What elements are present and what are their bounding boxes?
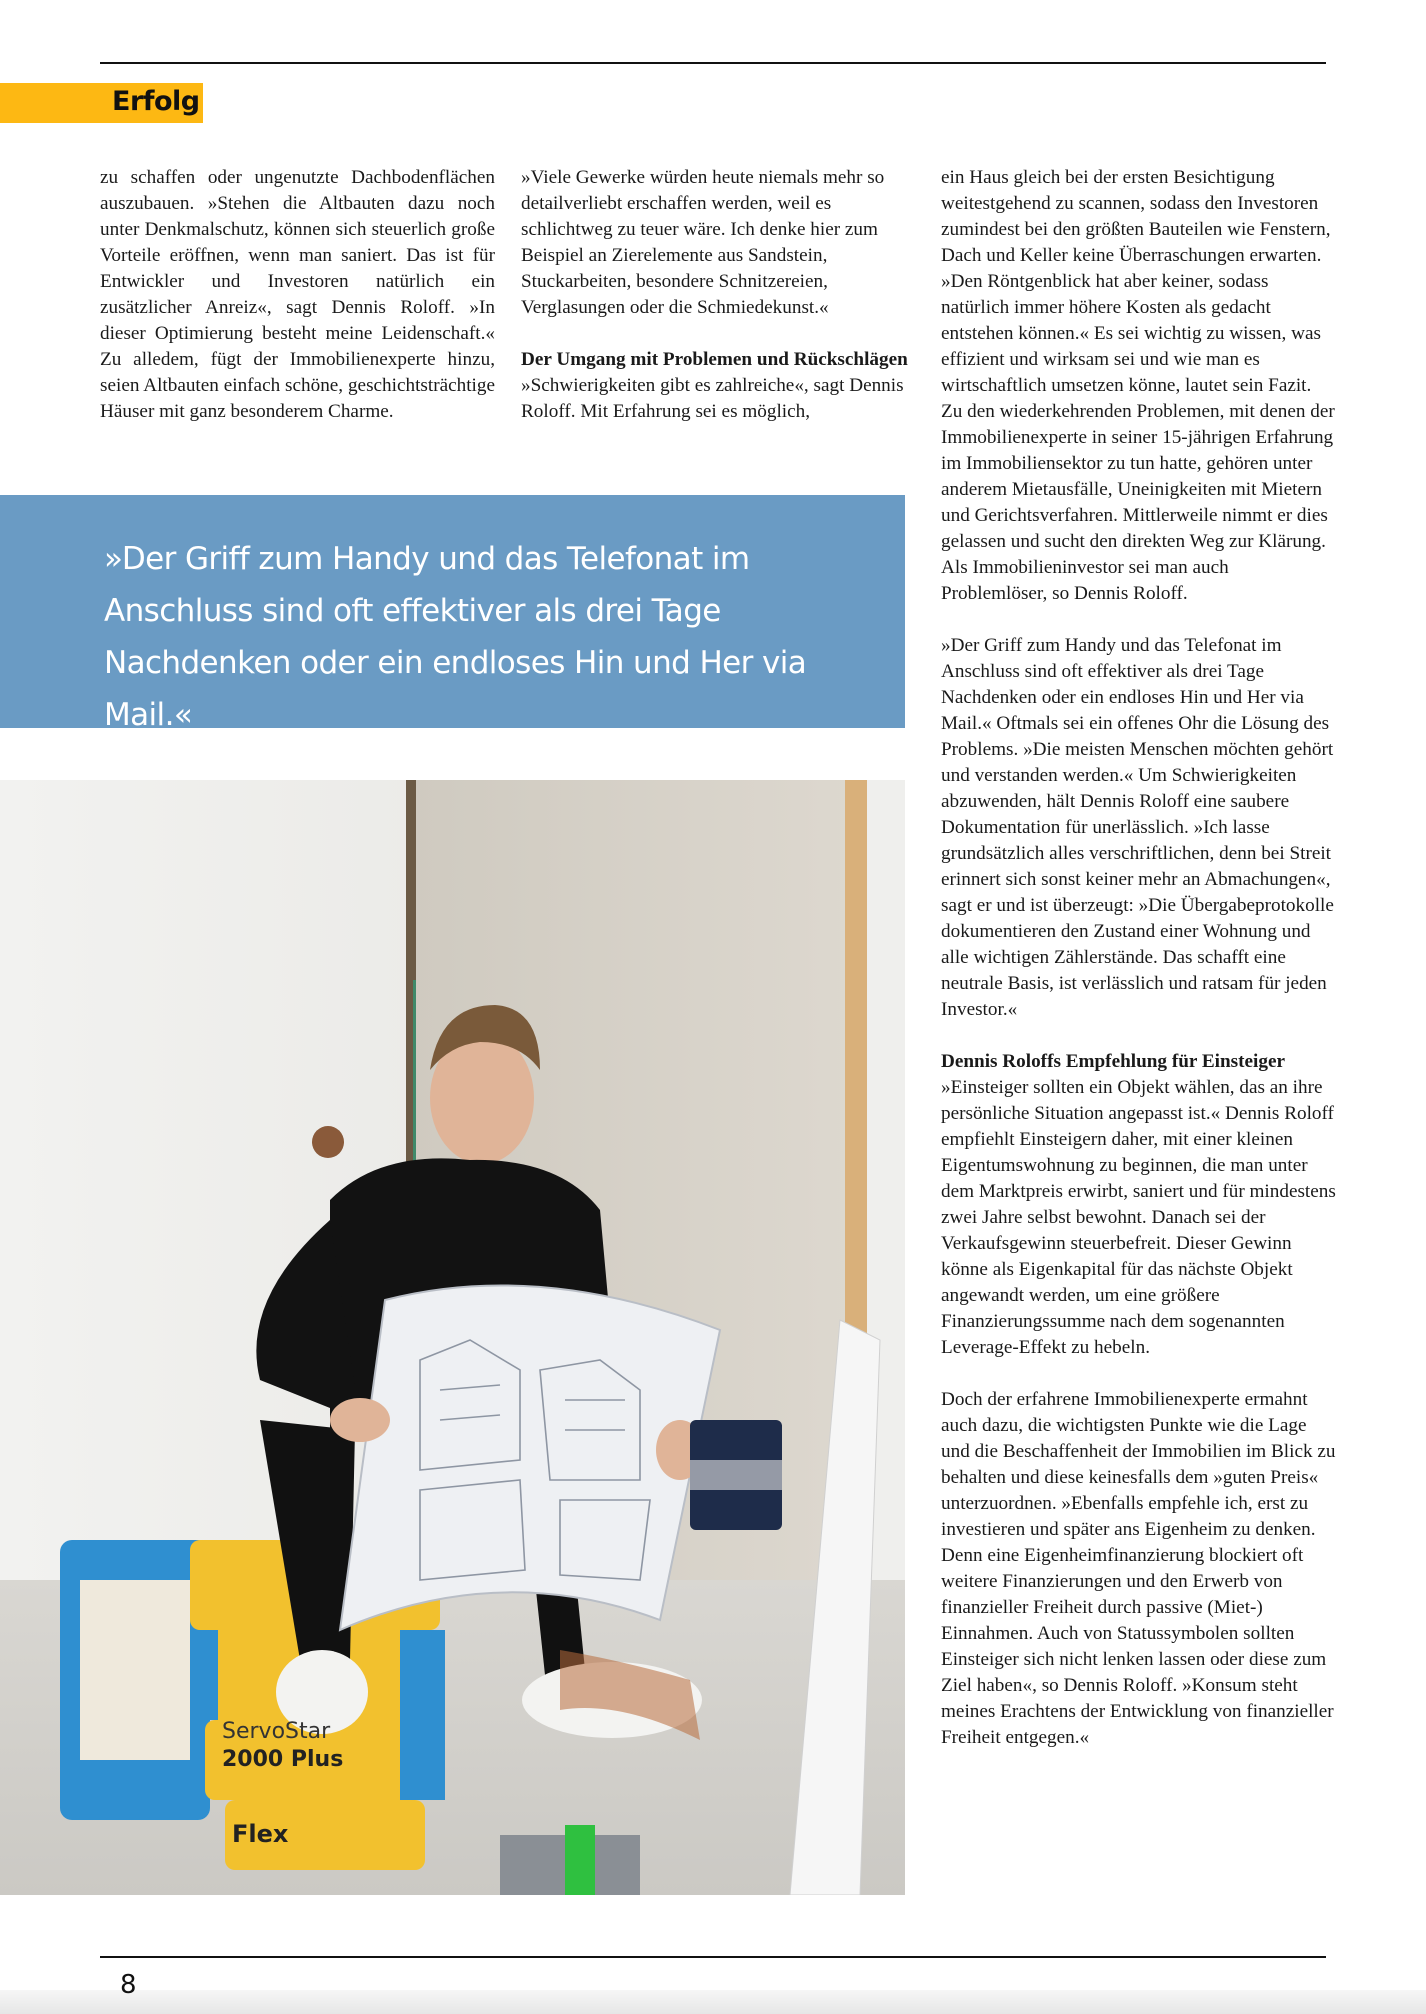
article-column-2: [521, 165, 916, 425]
bag-label: Flex: [232, 1820, 289, 1848]
section-label: Erfolg: [112, 86, 200, 117]
bag-label: ServoStar: [222, 1719, 331, 1744]
article-column-3: [941, 165, 1336, 1751]
section-tag: [0, 83, 203, 123]
page-number: 8: [120, 1970, 137, 2000]
paragraph: »Der Griff zum Handy und das Telefonat im Anschluss sind oft effektiver als drei Tage Nachdenken oder ein endloses Hin und Her via Mail.« Oftmals sei ein offenes Ohr die Lösung des Problems. »Die meisten Menschen möchten gehört und verstanden werden.« Um Schwierigkeiten abzuwenden, hält Dennis Roloff eine saubere Dokumentation für unerlässlich. »Ich lasse grundsätzlich alles verschriftlichen, denn bei Streit erinnert sich sonst keiner mehr an Abmachungen«, sagt er und ist überzeugt: »Die Übergabeprotokolle dokumentieren den Zustand einer Wohnung und alle wichtigen Zählerstände. Das schafft eine neutrale Basis, ist verlässlich und ratsam für jeden Investor.«: [941, 635, 1334, 1020]
paragraph: Doch der erfahrene Immobilienexperte ermahnt auch dazu, die wichtigsten Punkte wie die Lage und die Beschaffenheit der Immobilien im Blick zu behalten und diese keinesfalls dem »guten Preis« unterzuordnen. »Ebenfalls empfehle ich, erst zu investieren und später ans Eigenheim zu denken. Denn eine Eigenheimfinanzierung blockiert oft weitere Finanzierungen und den Erwerb von finanzieller Freiheit durch passive (Miet-) Einnahmen. Auch von Statussymbolen sollten Einsteiger sich nicht lenken lassen oder diese zum Ziel haben«, so Dennis Roloff. »Konsum steht meines Erachtens der Entwicklung von finanzieller Freiheit entgegen.«: [941, 1389, 1336, 1748]
footer-shade: [0, 1990, 1426, 2014]
pull-quote-text: »Der Griff zum Handy und das Telefonat im Anschluss sind oft effektiver als drei Tage Nachdenken oder ein endloses Hin und Her via Mail.«: [104, 541, 807, 733]
header-rule: [100, 62, 1326, 64]
photo-illustration: [0, 780, 905, 1895]
pull-quote-box: [0, 495, 905, 733]
subheading: Der Umgang mit Problemen und Rückschlägen: [521, 349, 908, 370]
footer-rule: [100, 1956, 1326, 1958]
paragraph: zu schaffen oder ungenutzte Dachbodenflächen auszubauen. »Stehen die Altbauten dazu noch unter Denkmalschutz, können sich steuerlich große Vorteile eröffnen, wenn man saniert. Das ist für Entwickler und Investoren natürlich ein zusätzlicher Anreiz«, sagt Dennis Roloff. »In dieser Optimierung besteht meine Leidenschaft.« Zu alledem, fügt der Immobilienexperte hinzu, seien Altbauten einfach schöne, geschichtsträchtige Häuser mit ganz besonderem Charme.: [100, 167, 495, 422]
bag-label: 2000 Plus: [222, 1747, 344, 1772]
article-photo: [0, 780, 905, 1895]
paragraph: »Viele Gewerke würden heute niemals mehr so detailverliebt erschaffen werden, weil es schlichtweg zu teuer wäre. Ich denke hier zum Beispiel an Zierelemente aus Sandstein, Stuckarbeiten, besondere Schnitzereien, Verglasungen oder die Schmiedekunst.«: [521, 167, 885, 318]
article-column-1: [100, 165, 495, 425]
paragraph: ein Haus gleich bei der ersten Besichtigung weitestgehend zu scannen, sodass den Investoren zumindest bei den größten Bauteilen wie Fenstern, Dach und Keller keine Überraschungen erwarten. »Den Röntgenblick hat aber keiner, sodass natürlich immer höhere Kosten als gedacht entstehen können.« Es sei wichtig zu wissen, was effizient und wirksam sei und wie man es wirtschaftlich umsetzen könne, lautet sein Fazit. Zu den wiederkehrenden Problemen, mit denen der Immobilienexperte in seiner 15-jährigen Erfahrung im Immobiliensektor zu tun hatte, gehören unter anderem Mietausfälle, Uneinigkeiten mit Mietern und Gerichtsverfahren. Mittlerweile nimmt er dies gelassen und sucht den direkten Weg zur Klärung. Als Immobilieninvestor sei man auch Problemlöser, so Dennis Roloff.: [941, 167, 1335, 604]
paragraph: »Einsteiger sollten ein Objekt wählen, das an ihre persönliche Situation angepasst ist.« Dennis Roloff empfiehlt Einsteigern daher, mit einer kleinen Eigentumswohnung zu beginnen, die man unter dem Marktpreis erwirbt, saniert und für mindestens zwei Jahre selbst bewohnt. Danach sei der Verkaufsgewinn steuerbefreit. Dieser Gewinn könne als Eigenkapital für das nächste Objekt angewandt werden, um eine größere Finanzierungssumme nach dem sogenannten Leverage-Effekt zu hebeln.: [941, 1077, 1336, 1358]
subheading: Dennis Roloffs Empfehlung für Einsteiger: [941, 1051, 1285, 1072]
paragraph: »Schwierigkeiten gibt es zahlreiche«, sagt Dennis Roloff. Mit Erfahrung sei es möglich,: [521, 375, 904, 422]
